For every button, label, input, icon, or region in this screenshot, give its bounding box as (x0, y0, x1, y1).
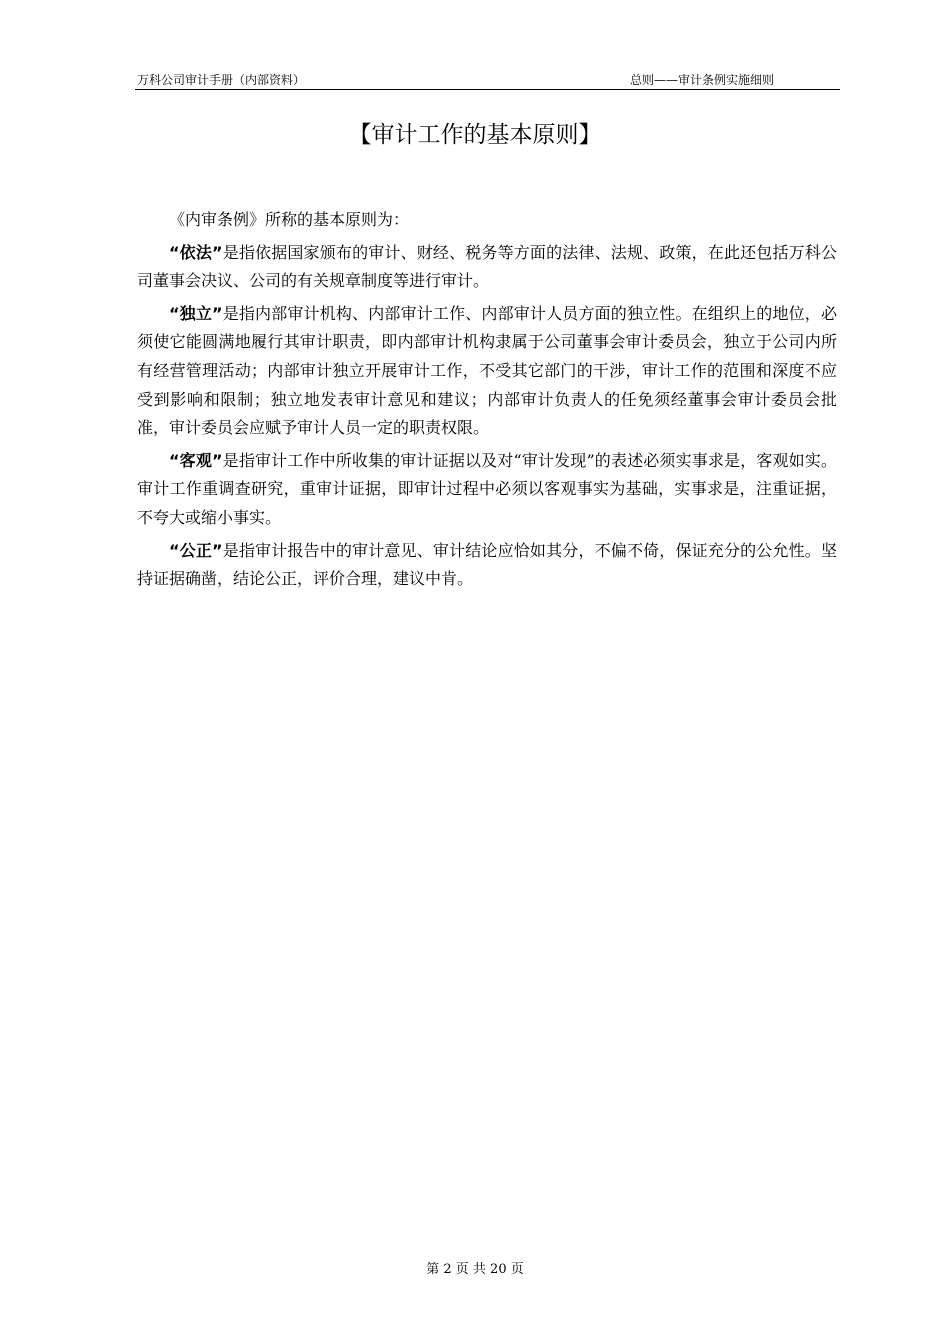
principle-text: 是指审计工作中所收集的审计证据以及对“审计发现”的表述必须实事求是，客观如实。审计工作重调查研究，重审计证据，即审计过程中必须以客观事实为基础，实事求是，注重证据，不夸大或缩小事实。 (137, 450, 837, 527)
principle-term: “公正” (169, 540, 223, 560)
principle-text: 是指内部审计机构、内部审计工作、内部审计人员方面的独立性。在组织上的地位，必须使它能圆满地履行其审计职责，即内部审计机构隶属于公司董事会审计委员会，独立于公司内所有经营管理活动；内部审计独立开展审计工作，不受其它部门的干涉，审计工作的范围和深度不应受到影响和限制；独立地发表审计意见和建议；内部审计负责人的任免须经董事会审计委员会批准，审计委员会应赋予审计人员一定的职责权限。 (137, 303, 837, 438)
principle-term: “客观” (169, 450, 223, 470)
principle-term: “独立” (169, 303, 223, 323)
header-divider (135, 89, 840, 90)
principle-text: 是指审计报告中的审计意见、审计结论应恰如其分，不偏不倚，保证充分的公允性。坚持证据确凿，结论公正，评价合理，建议中肯。 (137, 540, 837, 589)
page-header (135, 72, 840, 88)
page-title: 【审计工作的基本原则】 (348, 122, 602, 148)
document-body (137, 206, 837, 598)
principle-paragraph-independence (137, 300, 837, 443)
principle-paragraph-fairness (137, 537, 837, 594)
header-document-title: 万科公司审计手册（内部资料） (137, 73, 306, 87)
principle-paragraph-legality (137, 239, 837, 296)
page-number: 第 2 页 共 20 页 (426, 1262, 524, 1277)
principle-text: 是指依据国家颁布的审计、财经、税务等方面的法律、法规、政策，在此还包括万科公司董事会决议、公司的有关规章制度等进行审计。 (137, 242, 837, 291)
intro-paragraph: 《内审条例》所称的基本原则为： (169, 210, 410, 229)
principle-term: “依法” (169, 242, 223, 262)
principle-paragraph-objectivity (137, 447, 837, 533)
header-section-title: 总则——审计条例实施细则 (629, 73, 774, 87)
